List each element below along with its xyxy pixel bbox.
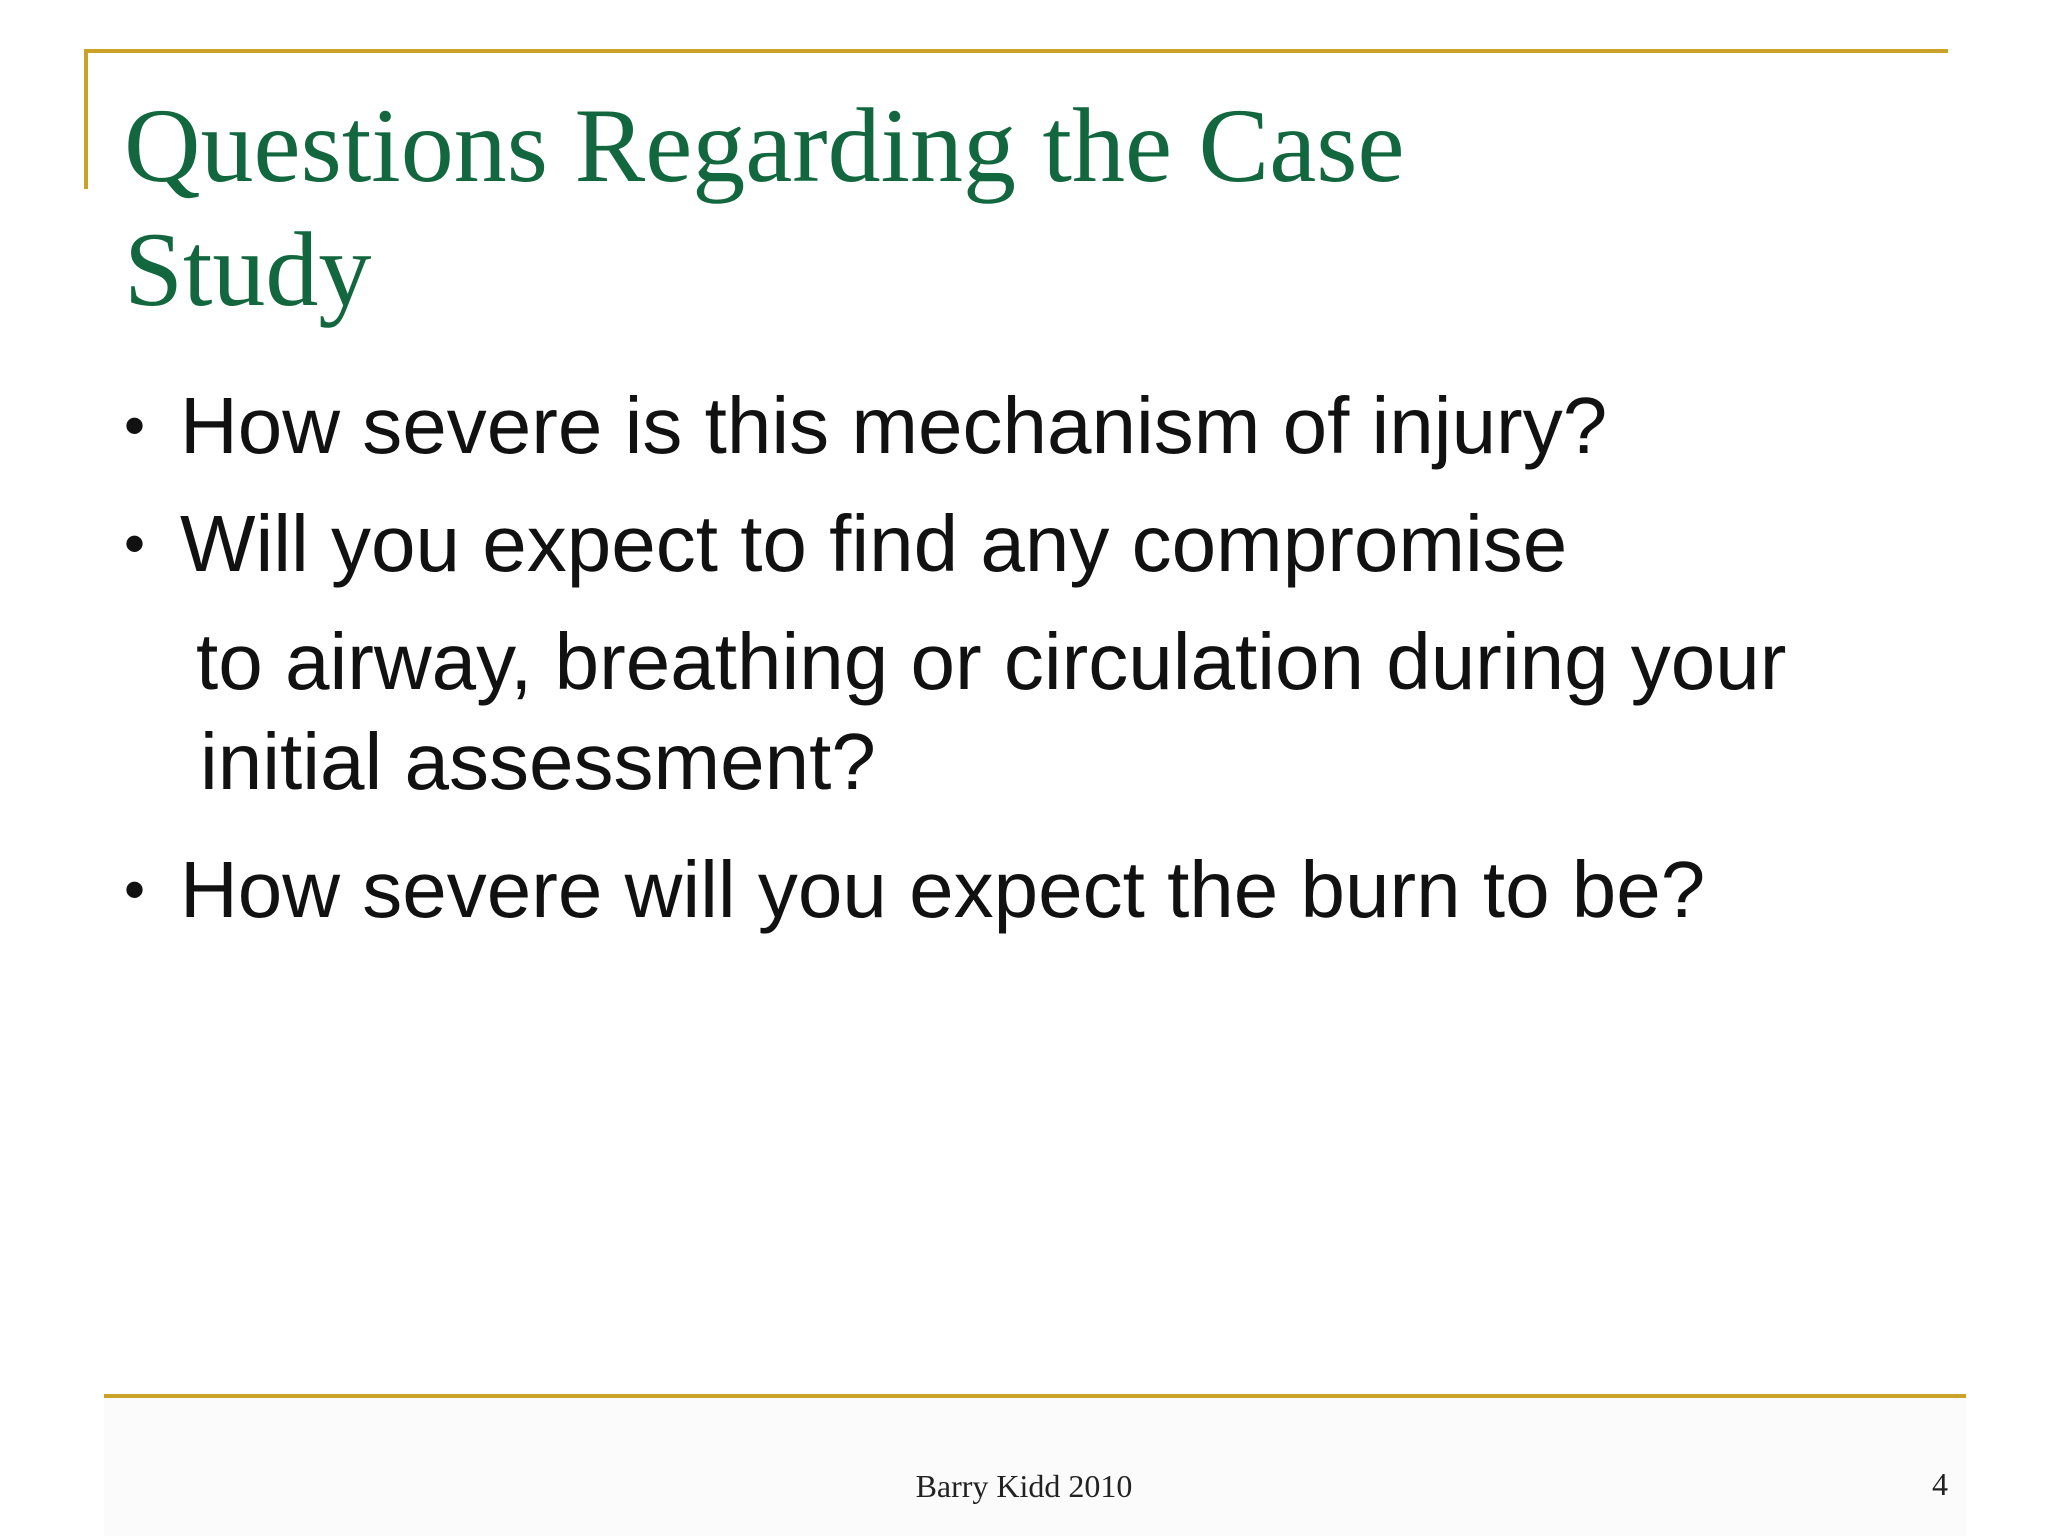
bullet-continuation-line: initial assessment? (200, 717, 876, 806)
bullet-dot: • (124, 856, 146, 923)
bottom-accent-rule (104, 1394, 1966, 1398)
bullet-dot: • (124, 392, 146, 459)
bullet-item (124, 374, 1984, 478)
slide-title (124, 84, 1624, 332)
footer-band (104, 1397, 1966, 1536)
footer-author: Barry Kidd 2010 (915, 1468, 1133, 1504)
slide-title-line-2: Study (124, 211, 372, 328)
slide-title-line-1: Questions Regarding the Case (124, 87, 1405, 204)
bullet-continuation-line: to airway, breathing or circulation during your (196, 617, 1787, 706)
bullet-text: How severe is this mechanism of injury? (180, 381, 1608, 470)
bullet-text: How severe will you expect the burn to be? (180, 845, 1706, 934)
top-accent-rule (86, 49, 1948, 53)
left-accent-rule (84, 49, 88, 189)
bullet-text: Will you expect to find any compromise (180, 499, 1568, 588)
bullet-list (124, 374, 1984, 942)
page-number: 4 (1932, 1466, 1948, 1502)
bullet-dot: • (124, 510, 146, 577)
bullet-item (124, 838, 1984, 942)
bullet-item (124, 492, 1984, 596)
